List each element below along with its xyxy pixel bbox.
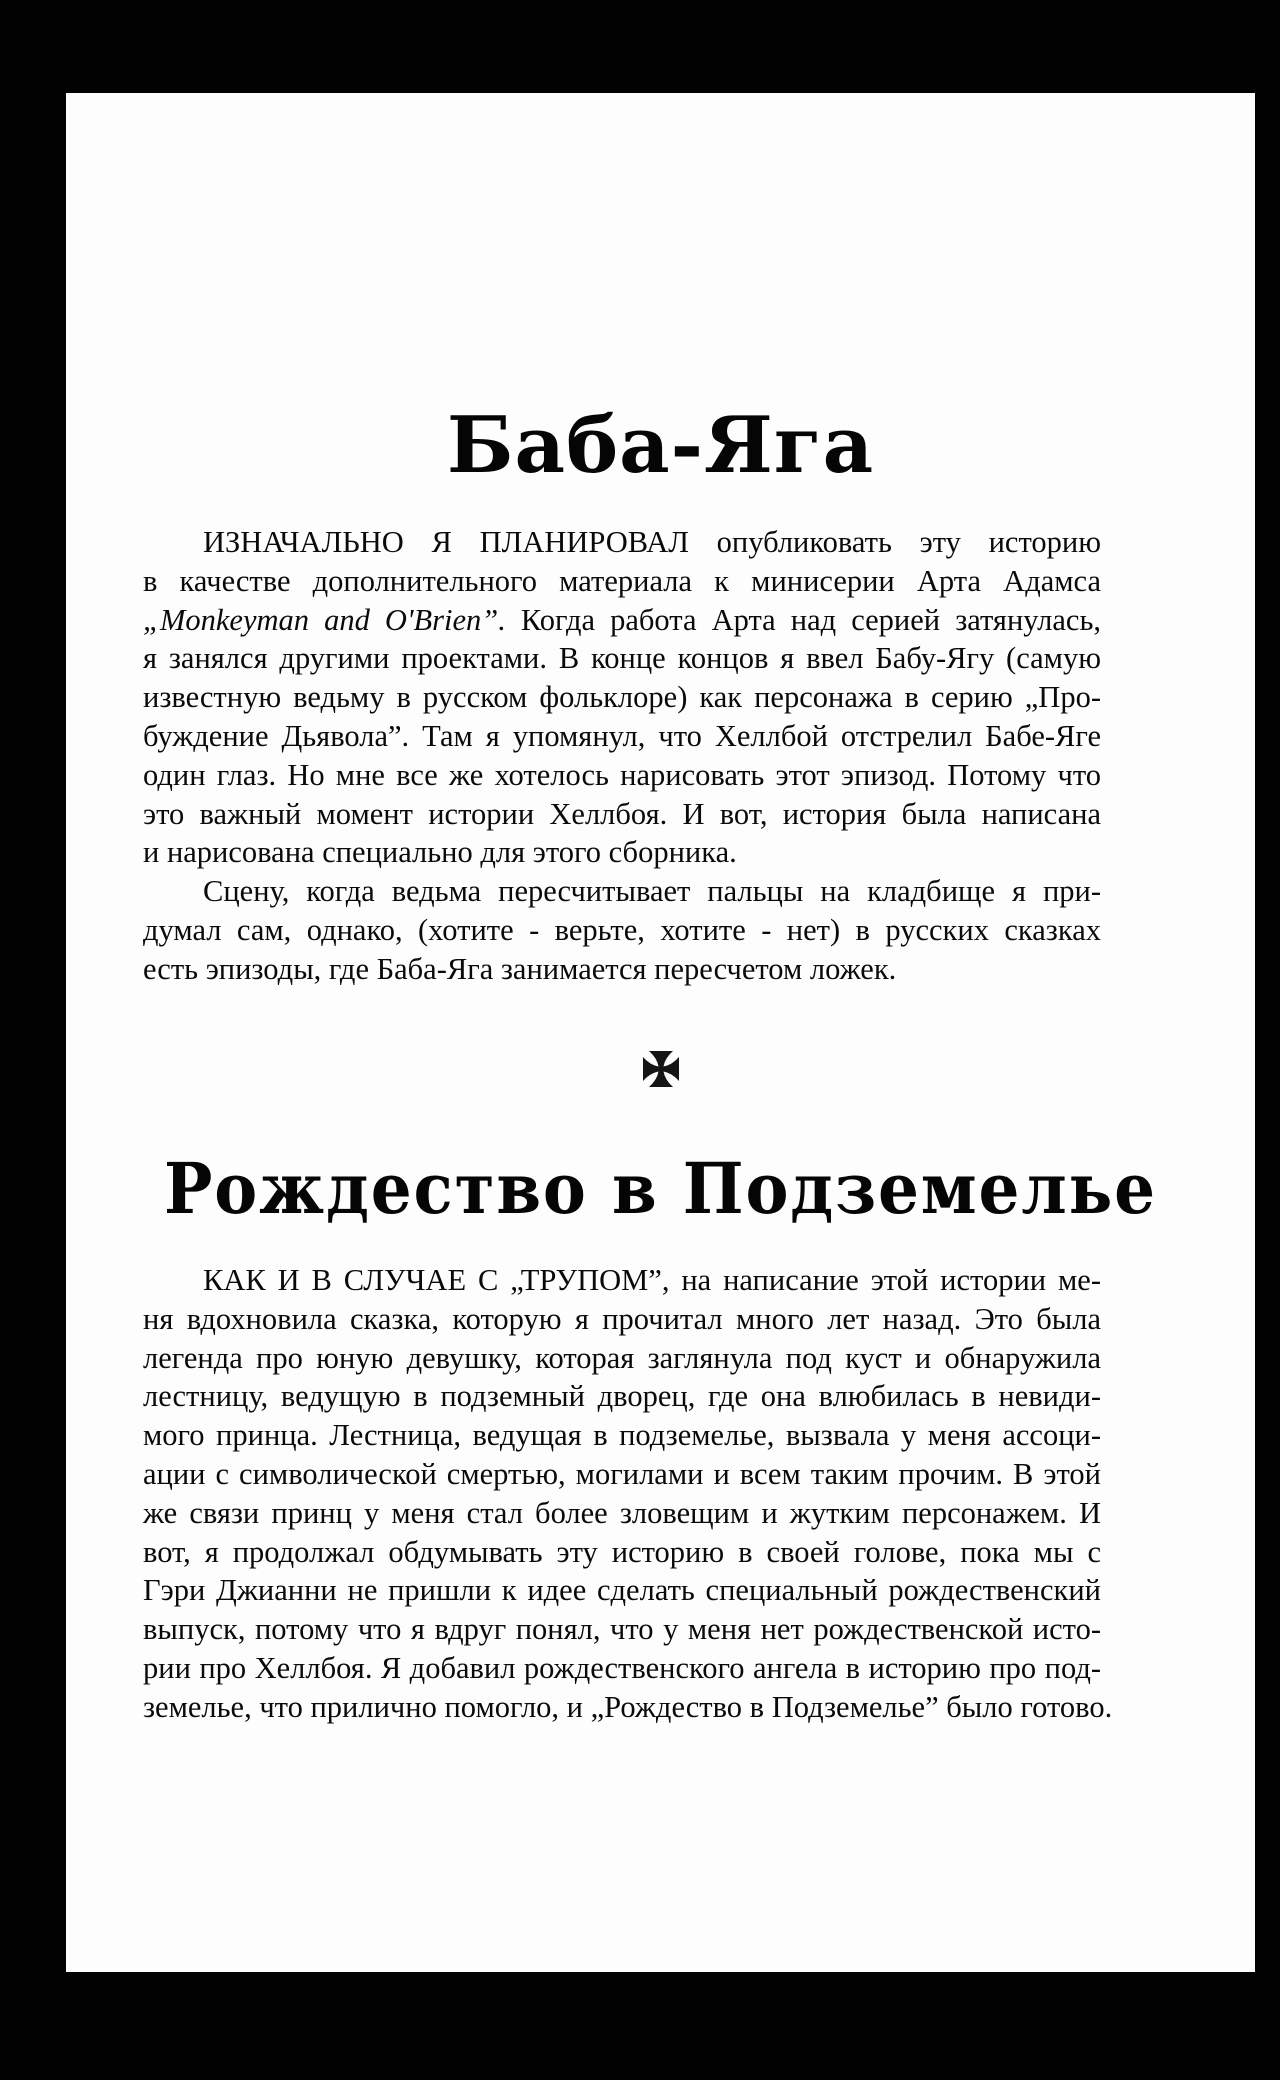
text-line: я занялся другими проектами. В конце концов я ввел Бабу-Ягу (самую — [143, 641, 1101, 676]
text-line: легенда про юную девушку, которая заглянула под куст и обнаружила — [143, 1340, 1101, 1375]
text-line: земелье, что прилично помогло, и „Рождество в Подземелье” было готово. — [143, 1689, 1113, 1724]
text-line: известную ведьму в русском фольклоре) как персонажа в серию „Про- — [143, 680, 1101, 715]
text-line: Сцену, когда ведьма пересчитывает пальцы на кладбище я при- — [203, 874, 1101, 909]
text-line — [143, 601, 1101, 640]
text-line: КАК И В СЛУЧАЕ С „ТРУПОМ”, на написание этой истории ме- — [203, 1263, 1101, 1297]
text-line: в качестве дополнительного материала к минисерии Арта Адамса — [143, 563, 1101, 598]
text-line: вот, я продолжал обдумывать эту историю в своей голове, пока мы с — [143, 1534, 1101, 1569]
text-line: Гэри Джианни не пришли к идее сделать специальный рождественский — [143, 1573, 1101, 1608]
text-line: лестницу, ведущую в подземный дворец, где она влюбилась в невиди- — [143, 1379, 1101, 1414]
section-2-body — [143, 1261, 1113, 1727]
text-line: ИЗНАЧАЛЬНО Я ПЛАНИРОВАЛ опубликовать эту историю — [203, 525, 1101, 559]
section-divider — [66, 1045, 1255, 1101]
text-line: это важный момент истории Хеллбоя. И вот, история была написана — [143, 796, 1101, 831]
text-line: ня вдохновила сказка, которую я прочитал много лет назад. Это была — [143, 1301, 1101, 1336]
section-title-baba-yaga: Баба-Яга — [446, 400, 875, 491]
section-1-body — [143, 523, 1101, 989]
text-line: и нарисована специально для этого сборника. — [143, 835, 737, 870]
text-line: мого принца. Лестница, ведущая в подземелье, вызвала у меня ассоци- — [143, 1418, 1101, 1453]
text-line: буждение Дьявола”. Там я упомянул, что Хеллбой отстрелил Бабе-Яге — [143, 718, 1101, 753]
text-line: есть эпизоды, где Баба-Яга занимается пересчетом ложек. — [143, 951, 897, 986]
text-line: рии про Хеллбоя. Я добавил рождественского ангела в историю про под- — [143, 1650, 1101, 1685]
text-fragment: Когда работа Арта над серией затянулась, — [505, 602, 1102, 637]
text-line: один глаз. Но мне все же хотелось нарисовать этот эпизод. Потому что — [143, 757, 1101, 792]
text-line: ации с символической смертью, могилами и всем таким прочим. В этой — [143, 1456, 1101, 1491]
book-page — [66, 93, 1255, 1972]
text-line: думал сам, однако, (хотите - верьте, хотите - нет) в русских сказках — [143, 912, 1101, 947]
italic-title-reference: „Monkeyman and O'Brien”. — [143, 602, 506, 637]
text-line: же связи принц у меня стал более зловещим и жутким персонажем. И — [143, 1495, 1101, 1530]
section-title-christmas-underground: Рождество в Подземелье — [164, 1147, 1157, 1230]
text-line: выпуск, потому что я вдруг понял, что у меня нет рождественской исто- — [143, 1612, 1101, 1647]
cross-pattee-icon — [641, 1049, 681, 1089]
